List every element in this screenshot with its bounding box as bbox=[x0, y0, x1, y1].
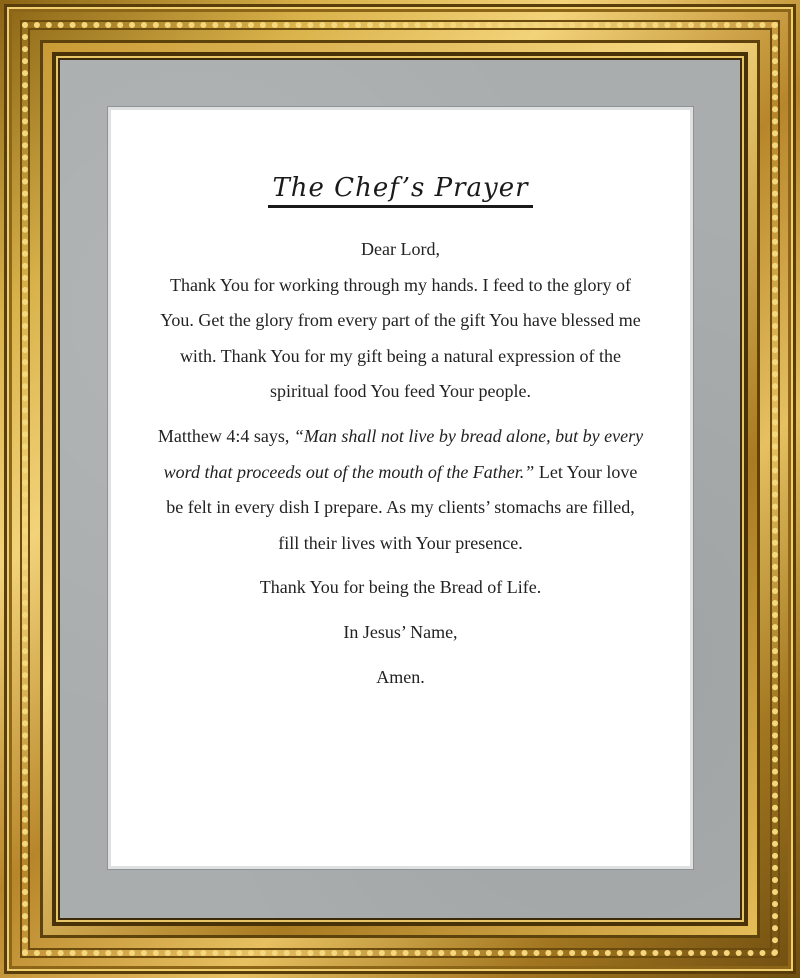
paragraph-1: Thank You for working through my hands. I feed to the glory of You. Get the glory from every part of the gift You have blessed me with. Thank You for my gift being a natural expression of the spiritual food You feed Your people. bbox=[160, 274, 641, 402]
title-wrap bbox=[111, 174, 690, 208]
paragraph-2 bbox=[157, 419, 644, 561]
prayer-paper bbox=[108, 107, 693, 869]
greeting: Dear Lord, bbox=[361, 239, 440, 259]
prayer-body bbox=[157, 232, 644, 704]
paragraph-2-rest: Let Your love be felt in every dish I prepare. As my clients’ stomachs are filled, fill their lives with Your presence. bbox=[166, 461, 638, 553]
closing-line: In Jesus’ Name, bbox=[343, 621, 458, 642]
scripture-reference: Matthew 4:4 says, bbox=[157, 425, 294, 446]
amen-line: Amen. bbox=[376, 666, 425, 687]
prayer-title: The Chef’s Prayer bbox=[268, 174, 532, 208]
thanks-line: Thank You for being the Bread of Life. bbox=[259, 577, 542, 598]
scripture-quote: “Man shall not live by bread alone, but by every word that proceeds out of the mouth of the Father.” bbox=[163, 425, 644, 482]
